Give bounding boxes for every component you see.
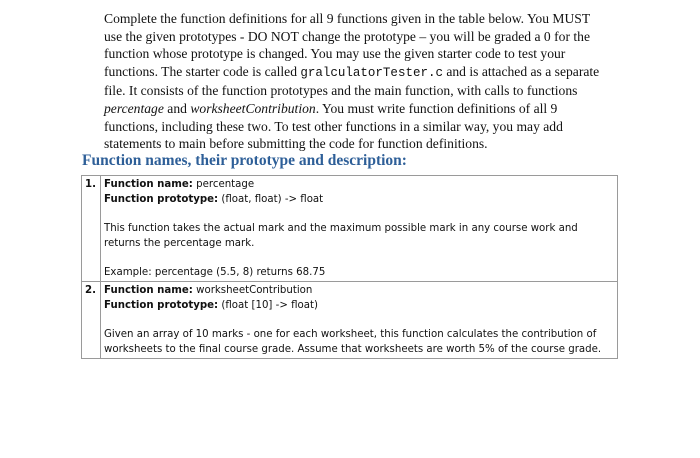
intro-and: and	[163, 100, 191, 116]
function-prototype-label: Function prototype:	[104, 300, 219, 311]
starter-filename: gralculatorTester.c	[300, 65, 443, 80]
function-name-line	[104, 177, 614, 192]
function-details	[101, 176, 618, 282]
function-prototype-line	[104, 192, 614, 207]
function-name-line	[104, 283, 614, 298]
func-percentage-ref: percentage	[104, 100, 164, 116]
intro-text-3: . You must write function definitions of all 9 functions, including these two. To test other functions in a similar way, you may add statements to main before submitting the code for function definitions.	[104, 100, 563, 152]
function-prototype: (float, float) -> float	[221, 194, 324, 205]
function-name-label: Function name:	[104, 179, 193, 190]
function-name: worksheetContribution	[196, 285, 313, 296]
function-row	[82, 282, 618, 359]
function-prototype: (float [10] -> float)	[221, 300, 318, 311]
function-details	[101, 282, 618, 359]
function-table	[81, 175, 618, 359]
function-prototype-label: Function prototype:	[104, 194, 219, 205]
function-example: Example: percentage (5.5, 8) returns 68.75	[104, 267, 326, 278]
section-heading: Function names, their prototype and description:	[82, 152, 407, 169]
intro-text-2: and is attached as a separate file. It consists of the function prototypes and the main function, with calls to functions	[104, 63, 600, 99]
function-prototype-line	[104, 298, 614, 313]
function-number: 1.	[82, 176, 101, 282]
instructions-paragraph	[104, 10, 604, 153]
func-worksheet-ref: worksheetContribution	[190, 100, 316, 116]
function-name: percentage	[196, 179, 255, 190]
function-description: Given an array of 10 marks - one for each worksheet, this function calculates the contribution of worksheets to the final course grade. Assume that worksheets are worth 5% of the course grade.	[104, 329, 602, 355]
function-number: 2.	[82, 282, 101, 359]
function-row	[82, 176, 618, 282]
intro-text-1: Complete the function definitions for all 9 functions given in the table below. You MUST use the given prototypes - DO NOT change the prototype – you will be graded a 0 for the function whose prototype is changed. You may use the given starter code to test your functions. The starter code is called	[104, 11, 590, 79]
function-description: This function takes the actual mark and the maximum possible mark in any course work and returns the percentage mark.	[104, 223, 578, 249]
function-name-label: Function name:	[104, 285, 193, 296]
